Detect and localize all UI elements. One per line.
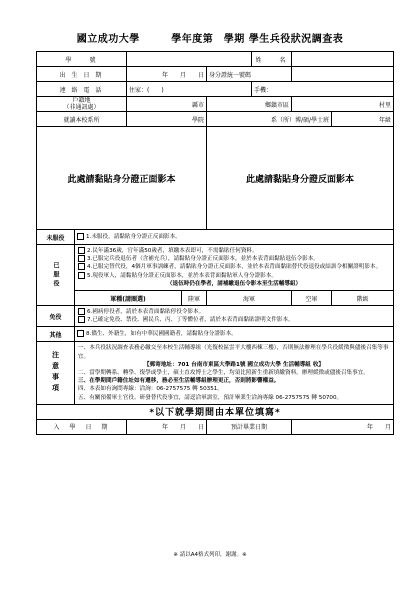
note-2: 二、當學期轉系、轉學、復學或學士，碩士直攻博士之學生，均須比照新生重新填繳資料，辦理緩徵或儘後召集事宜。 (78, 370, 369, 377)
checkbox-item-7[interactable] (78, 316, 85, 323)
department-label: 就讀本校系所 (37, 112, 127, 127)
row-branch (37, 291, 394, 306)
served-label: 已服役 (37, 245, 75, 306)
row-office-header (37, 404, 394, 419)
row-department (37, 112, 394, 127)
checkbox-item-6[interactable] (78, 308, 85, 315)
note-1: 一、本兵役狀況調查表務必繳交至本校生活輔導組（光復校區雲平大樓西棟三樓），否則無法辦理在學兵役緩徵與儘後召集等事宜。 (78, 345, 389, 360)
grad-date-label: 預計畢業日期 (207, 419, 292, 434)
row-not-served (37, 230, 394, 245)
village-field[interactable]: 村里 (292, 97, 394, 112)
exempt-label: 免役 (37, 306, 75, 327)
served-item-5: 5.現役軍人，請黏貼身分證正反面影本，並於本表背面黏貼軍人身分證影本。 (78, 272, 390, 280)
branch-label: 軍種(請圈選) (75, 291, 182, 306)
branch-army[interactable]: 陸軍 (182, 291, 207, 306)
not-served-label: 未服役 (37, 230, 75, 245)
not-served-text: 1.未服役，請黏貼身分證正反面影本。 (86, 233, 181, 240)
college-field[interactable]: 學院 (127, 112, 207, 127)
home-phone-field[interactable]: 住家：( ) (127, 82, 252, 97)
served-item-3: 3.已服完兵役退伍者（含補充兵），請黏貼身分證正反面影本，並於本表背面黏貼退伍令影本。 (78, 255, 390, 263)
exempt-item-7: 7.已確定免役、禁役、國民兵、丙、丁等體位者，請於本表背面黏貼證明文件影本。 (78, 316, 390, 324)
grad-date-field[interactable]: 年 月 (292, 419, 394, 434)
birth-field[interactable]: 年 月 日 (127, 67, 207, 82)
served-note: （退伍時仍在學者，請補繳退伍令影本至生活輔導組） (166, 280, 302, 287)
id-number-label: 身分證統一號碼 (207, 67, 292, 82)
row-dates (37, 419, 394, 434)
town-field[interactable]: 鄉鎮市區 (207, 97, 292, 112)
note-3: 三、在學期間戶籍住址如有遷移，務必至生活輔導組辦理更正，否則將影響權益。 (78, 378, 280, 385)
checkbox-item-3[interactable] (78, 255, 85, 262)
entry-date-label: 入 學 日 期 (37, 419, 127, 434)
county-field[interactable]: 縣市 (127, 97, 207, 112)
exempt-item-6: 6.國病停役者，請於本表背面黏貼停役令影本。 (78, 308, 390, 316)
domicile-label: 戶籍地 （非通訊處） (37, 97, 127, 112)
survey-form (36, 51, 393, 547)
name-field[interactable] (292, 52, 394, 67)
student-id-label: 學 號 (37, 52, 127, 67)
note-4: 四、本表如有詢問專線：洽詢：06-2757575 轉 50351。 (78, 386, 223, 393)
form-table (36, 51, 394, 435)
row-phone (37, 82, 394, 97)
entry-date-field[interactable]: 年 月 日 (127, 419, 207, 434)
checkbox-item-4[interactable] (78, 263, 85, 270)
name-label: 姓 名 (252, 52, 292, 67)
phone-label: 連 絡 電 話 (37, 82, 127, 97)
other-text: 8.僑生、外籍生，如有中華民國國籍者，請黏貼身分證影本。 (86, 331, 237, 338)
row-exempt (37, 306, 394, 327)
row-other (37, 327, 394, 342)
print-footer: ※ 請以A4格式列印，謝謝。※ (173, 552, 247, 558)
id-front-photo-area: 此處請黏貼身分證正面影本 (37, 127, 207, 230)
checkbox-item-2[interactable] (78, 247, 85, 254)
student-id-field[interactable] (127, 52, 252, 67)
rank-label: 階級 (332, 291, 394, 306)
served-item-4: 4.已服完替代役，4個月軍事訓練者，請黏貼身分證正反面影本，並於本表背面黏貼替代役退役或結訓令相關證明影本。 (78, 263, 390, 271)
branch-navy[interactable]: 海軍 (207, 291, 292, 306)
form-title: 國立成功大學 學年度第 學期 學生兵役狀況調查表 (76, 34, 344, 45)
checkbox-not-served[interactable] (77, 233, 84, 240)
row-served (37, 245, 394, 291)
note-5: 五、有關預備軍士官役、研發替代役事宜，請逕洽軍訓室，預計畢業生洽詢專線 06-2757575 轉 50700。 (78, 394, 343, 401)
row-birth (37, 67, 394, 82)
served-item-2: 2.民年滿36歲，官年滿50歲者，填繳本表即可，不需黏貼任何資料。 (78, 247, 390, 255)
row-id-photos (37, 127, 394, 230)
mobile-field[interactable]: 手機： (252, 82, 394, 97)
office-only-header: *以下就學期間由本單位填寫* (37, 404, 394, 419)
other-label: 其他 (37, 327, 75, 342)
birth-label: 出 生 日 期 (37, 67, 127, 82)
grade-field[interactable]: 年級 (332, 112, 394, 127)
id-number-field[interactable] (292, 67, 394, 82)
checkbox-item-5[interactable] (78, 272, 85, 279)
notes-label: 注意事項 (37, 342, 75, 404)
branch-airforce[interactable]: 空軍 (292, 291, 332, 306)
row-student-id (37, 52, 394, 67)
note-mailing-address: 【郵寄地址：701 台南市東區大學路1號 國立成功大學 生活輔導組 收】 (144, 361, 325, 368)
checkbox-item-8[interactable] (77, 330, 84, 337)
id-back-photo-area: 此處請黏貼身分證反面影本 (207, 127, 394, 230)
program-field[interactable]: 系（所）博/碩/學士班 (207, 112, 332, 127)
row-notes (37, 342, 394, 404)
row-domicile (37, 97, 394, 112)
